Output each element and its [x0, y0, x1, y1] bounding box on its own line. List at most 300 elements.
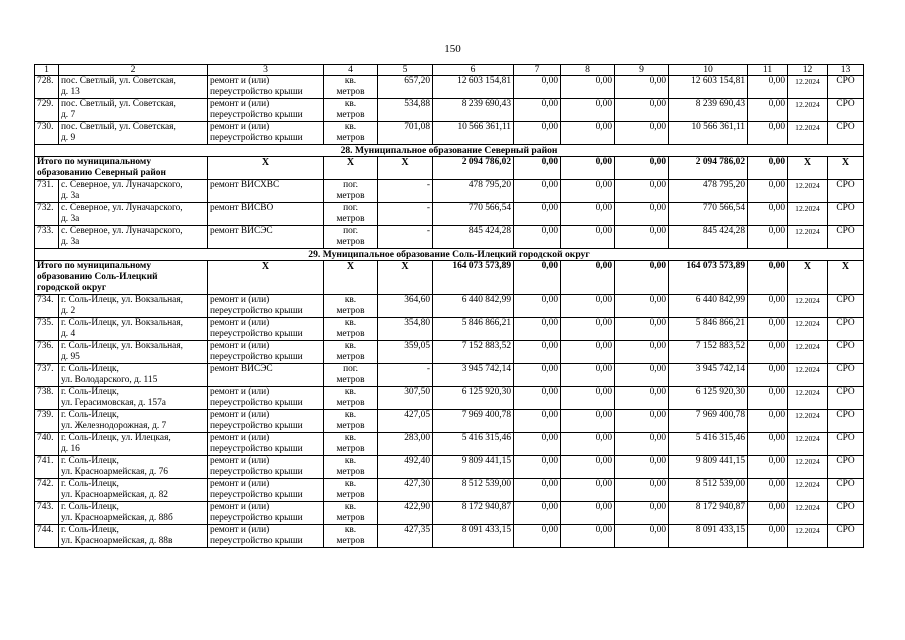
address-cell-line: д. 16: [61, 444, 80, 454]
value-cell: 0,00: [561, 456, 615, 479]
column-number: 2: [59, 65, 208, 76]
value-cell: 0,00: [615, 341, 669, 364]
value-cell: 0,00: [748, 410, 788, 433]
work-type-cell-line: переустройство крыши: [210, 421, 303, 431]
work-type-cell: [208, 122, 324, 145]
address-cell-line: г. Соль-Илецк,: [61, 364, 119, 374]
unit-cell-line: метров: [336, 214, 365, 224]
address-cell-line: д. 13: [61, 87, 80, 97]
unit-cell-line: метров: [336, 133, 365, 143]
area-cell: 364,60: [378, 295, 433, 318]
row-number: 731.: [35, 180, 59, 203]
unit-cell: [324, 387, 378, 410]
subtotal-row: [35, 157, 864, 180]
unit-cell-line: кв.: [344, 295, 357, 305]
work-type-cell: [208, 76, 324, 99]
unit-cell: [324, 203, 378, 226]
deadline-cell: 12.2024: [788, 433, 828, 456]
work-type-cell: [208, 318, 324, 341]
address-cell-line: д. 3а: [61, 214, 80, 224]
value-cell: 0,00: [748, 226, 788, 249]
method-cell: СРО: [828, 479, 864, 502]
fund-cost-cell: 6 440 842,99: [669, 295, 748, 318]
work-type-cell-line: ремонт и (или): [210, 341, 270, 351]
address-cell: [59, 341, 208, 364]
unit-cell-line: кв.: [344, 479, 357, 489]
table-row: [35, 364, 864, 387]
value-cell: 0,00: [615, 295, 669, 318]
value-cell: 0,00: [748, 122, 788, 145]
subtotal-amount: 2 094 786,02: [433, 157, 514, 180]
unit-cell: [324, 99, 378, 122]
deadline-cell: 12.2024: [788, 76, 828, 99]
area-cell: -: [378, 180, 433, 203]
value-cell: 0,00: [561, 364, 615, 387]
unit-cell-line: кв.: [344, 387, 357, 397]
value-cell: 0,00: [514, 433, 561, 456]
unit-cell-line: кв.: [344, 318, 357, 328]
method-cell: СРО: [828, 433, 864, 456]
work-type-cell-line: ремонт и (или): [210, 410, 270, 420]
value-cell: 0,00: [615, 364, 669, 387]
fund-cost-cell: 770 566,54: [669, 203, 748, 226]
total-cost-cell: 845 424,28: [433, 226, 514, 249]
column-number: 13: [828, 65, 864, 76]
deadline-cell: 12.2024: [788, 180, 828, 203]
table-row: [35, 525, 864, 548]
row-number: 728.: [35, 76, 59, 99]
value-cell: 0,00: [748, 433, 788, 456]
unit-cell-line: метров: [336, 536, 365, 546]
row-number: 736.: [35, 341, 59, 364]
address-cell-line: ул. Красноармейская, д. 82: [61, 490, 168, 500]
work-type-cell-line: переустройство крыши: [210, 444, 303, 454]
address-cell: [59, 387, 208, 410]
row-number: 733.: [35, 226, 59, 249]
column-number: 12: [788, 65, 828, 76]
value-cell: 0,00: [514, 525, 561, 548]
work-type-cell-line: переустройство крыши: [210, 87, 303, 97]
unit-cell-line: метров: [336, 329, 365, 339]
method-cell: СРО: [828, 318, 864, 341]
row-number: 740.: [35, 433, 59, 456]
unit-cell: [324, 226, 378, 249]
unit-cell: [324, 318, 378, 341]
row-number: 737.: [35, 364, 59, 387]
work-type-cell: [208, 525, 324, 548]
subtotal-x: X: [378, 157, 433, 180]
address-cell: [59, 318, 208, 341]
work-type-cell-line: переустройство крыши: [210, 133, 303, 143]
unit-cell-line: кв.: [344, 525, 357, 535]
table-row: [35, 433, 864, 456]
method-cell: СРО: [828, 502, 864, 525]
total-cost-cell: 6 440 842,99: [433, 295, 514, 318]
area-cell: -: [378, 364, 433, 387]
address-cell: [59, 364, 208, 387]
unit-cell: [324, 295, 378, 318]
address-cell-line: д. 95: [61, 352, 80, 362]
work-type-cell-line: ремонт и (или): [210, 525, 270, 535]
unit-cell: [324, 122, 378, 145]
section-header-row: [35, 249, 864, 261]
address-cell-line: г. Соль-Илецк, ул. Илецкая,: [61, 433, 171, 443]
address-cell: [59, 203, 208, 226]
column-number: 6: [433, 65, 514, 76]
row-number: 734.: [35, 295, 59, 318]
unit-cell-line: метров: [336, 352, 365, 362]
fund-cost-cell: 478 795,20: [669, 180, 748, 203]
work-type-cell: [208, 433, 324, 456]
row-number: 730.: [35, 122, 59, 145]
column-number: 9: [615, 65, 669, 76]
area-cell: 534,88: [378, 99, 433, 122]
table-row: [35, 410, 864, 433]
area-cell: 427,30: [378, 479, 433, 502]
subtotal-x: X: [324, 157, 378, 180]
value-cell: 0,00: [615, 479, 669, 502]
work-type-cell: [208, 295, 324, 318]
work-type-cell-line: ремонт и (или): [210, 76, 270, 86]
unit-cell: [324, 341, 378, 364]
address-cell-line: ул. Красноармейская, д. 88в: [61, 536, 173, 546]
total-cost-cell: 7 969 400,78: [433, 410, 514, 433]
unit-cell-line: метров: [336, 490, 365, 500]
value-cell: 0,00: [514, 456, 561, 479]
subtotal-value: 0,00: [615, 261, 669, 295]
unit-cell-line: метров: [336, 237, 365, 247]
unit-cell-line: кв.: [344, 122, 357, 132]
fund-cost-cell: 5 416 315,46: [669, 433, 748, 456]
value-cell: 0,00: [514, 295, 561, 318]
value-cell: 0,00: [514, 180, 561, 203]
address-cell: [59, 433, 208, 456]
unit-cell-line: метров: [336, 191, 365, 201]
work-type-cell: [208, 99, 324, 122]
row-number: 741.: [35, 456, 59, 479]
value-cell: 0,00: [615, 203, 669, 226]
address-cell: [59, 410, 208, 433]
address-cell-line: д. 2: [61, 306, 76, 316]
value-cell: 0,00: [748, 99, 788, 122]
column-number: 8: [561, 65, 615, 76]
address-cell-line: пос. Светлый, ул. Советская,: [61, 76, 176, 86]
table-row: [35, 203, 864, 226]
area-cell: 701,08: [378, 122, 433, 145]
table-row: [35, 502, 864, 525]
subtotal-value: 0,00: [561, 157, 615, 180]
table-row: [35, 318, 864, 341]
address-cell-line: г. Соль-Илецк,: [61, 387, 119, 397]
subtotal-value: 0,00: [748, 261, 788, 295]
value-cell: 0,00: [615, 410, 669, 433]
value-cell: 0,00: [561, 479, 615, 502]
subtotal-value: 0,00: [748, 157, 788, 180]
address-cell-line: г. Соль-Илецк,: [61, 502, 119, 512]
total-cost-cell: 8 512 539,00: [433, 479, 514, 502]
unit-cell-line: метров: [336, 87, 365, 97]
value-cell: 0,00: [748, 203, 788, 226]
work-type-cell-line: переустройство крыши: [210, 490, 303, 500]
work-type-cell-line: переустройство крыши: [210, 110, 303, 120]
subtotal-value: 0,00: [514, 261, 561, 295]
value-cell: 0,00: [514, 387, 561, 410]
work-type-cell: [208, 387, 324, 410]
work-type-cell-line: переустройство крыши: [210, 306, 303, 316]
area-cell: 657,20: [378, 76, 433, 99]
unit-cell-line: кв.: [344, 433, 357, 443]
address-cell-line: г. Соль-Илецк,: [61, 410, 119, 420]
unit-cell-line: кв.: [344, 99, 357, 109]
fund-cost-cell: 7 152 883,52: [669, 341, 748, 364]
table-row: [35, 295, 864, 318]
unit-cell-line: пог.: [343, 180, 358, 190]
area-cell: -: [378, 203, 433, 226]
total-cost-cell: 5 416 315,46: [433, 433, 514, 456]
work-type-cell-line: ремонт и (или): [210, 479, 270, 489]
fund-cost-cell: 6 125 920,30: [669, 387, 748, 410]
address-cell-line: д. 9: [61, 133, 76, 143]
address-cell: [59, 295, 208, 318]
area-cell: 492,40: [378, 456, 433, 479]
fund-cost-cell: 10 566 361,11: [669, 122, 748, 145]
value-cell: 0,00: [561, 226, 615, 249]
work-type-cell-line: ремонт и (или): [210, 433, 270, 443]
total-cost-cell: 478 795,20: [433, 180, 514, 203]
value-cell: 0,00: [561, 203, 615, 226]
fund-cost-cell: 8 172 940,87: [669, 502, 748, 525]
page-number: 150: [444, 43, 461, 55]
table-row: [35, 387, 864, 410]
value-cell: 0,00: [615, 99, 669, 122]
section-header-row: [35, 145, 864, 157]
work-type-cell-line: ремонт ВИСЭС: [210, 226, 273, 236]
subtotal-x: X: [378, 261, 433, 295]
table-row: [35, 479, 864, 502]
value-cell: 0,00: [561, 99, 615, 122]
work-type-cell: [208, 502, 324, 525]
unit-cell-line: метров: [336, 467, 365, 477]
area-cell: 354,80: [378, 318, 433, 341]
fund-cost-cell: 845 424,28: [669, 226, 748, 249]
work-type-cell-line: переустройство крыши: [210, 352, 303, 362]
deadline-cell: 12.2024: [788, 318, 828, 341]
address-cell-line: ул. Железнодорожная, д. 7: [61, 421, 167, 431]
value-cell: 0,00: [561, 410, 615, 433]
method-cell: СРО: [828, 387, 864, 410]
table-row: [35, 341, 864, 364]
column-number: 11: [748, 65, 788, 76]
address-cell-line: ул. Герасимовская, д. 157а: [61, 398, 166, 408]
deadline-cell: 12.2024: [788, 387, 828, 410]
unit-cell-line: кв.: [344, 76, 357, 86]
deadline-cell: 12.2024: [788, 122, 828, 145]
unit-cell: [324, 180, 378, 203]
value-cell: 0,00: [748, 318, 788, 341]
unit-cell-line: метров: [336, 444, 365, 454]
section-title: 29. Муниципальное образование Соль-Илецкий городской округ: [35, 249, 864, 261]
work-type-cell-line: ремонт и (или): [210, 456, 270, 466]
subtotal-value: 0,00: [514, 157, 561, 180]
value-cell: 0,00: [561, 433, 615, 456]
address-cell-line: ул. Володарского, д. 115: [61, 375, 158, 385]
value-cell: 0,00: [748, 341, 788, 364]
deadline-cell: 12.2024: [788, 479, 828, 502]
deadline-cell: 12.2024: [788, 525, 828, 548]
subtotal-amount: 164 073 573,89: [669, 261, 748, 295]
section-title: 28. Муниципальное образование Северный район: [35, 145, 864, 157]
work-type-cell-line: ремонт и (или): [210, 502, 270, 512]
value-cell: 0,00: [561, 180, 615, 203]
total-cost-cell: 8 091 433,15: [433, 525, 514, 548]
unit-cell: [324, 456, 378, 479]
address-cell: [59, 180, 208, 203]
deadline-cell: 12.2024: [788, 295, 828, 318]
address-cell: [59, 122, 208, 145]
value-cell: 0,00: [748, 76, 788, 99]
value-cell: 0,00: [514, 318, 561, 341]
repair-program-table: [34, 64, 864, 548]
address-cell: [59, 456, 208, 479]
address-cell-line: пос. Светлый, ул. Советская,: [61, 99, 176, 109]
address-cell-line: с. Северное, ул. Луначарского,: [61, 226, 183, 236]
work-type-cell-line: переустройство крыши: [210, 329, 303, 339]
work-type-cell-line: ремонт и (или): [210, 122, 270, 132]
address-cell-line: г. Соль-Илецк, ул. Вокзальная,: [61, 341, 183, 351]
unit-cell: [324, 502, 378, 525]
subtotal-label-line: образованию Соль-Илецкий: [37, 272, 158, 282]
value-cell: 0,00: [514, 410, 561, 433]
subtotal-value: 0,00: [561, 261, 615, 295]
address-cell-line: пос. Светлый, ул. Советская,: [61, 122, 176, 132]
deadline-cell: 12.2024: [788, 226, 828, 249]
unit-cell: [324, 433, 378, 456]
unit-cell-line: метров: [336, 110, 365, 120]
method-cell: СРО: [828, 226, 864, 249]
fund-cost-cell: 12 603 154,81: [669, 76, 748, 99]
work-type-cell-line: ремонт ВИСЭС: [210, 364, 273, 374]
method-cell: СРО: [828, 180, 864, 203]
area-cell: 283,00: [378, 433, 433, 456]
value-cell: 0,00: [561, 295, 615, 318]
value-cell: 0,00: [514, 226, 561, 249]
subtotal-x: X: [788, 157, 828, 180]
address-cell: [59, 502, 208, 525]
address-cell: [59, 226, 208, 249]
address-cell-line: д. 3а: [61, 237, 80, 247]
value-cell: 0,00: [514, 364, 561, 387]
work-type-cell-line: переустройство крыши: [210, 398, 303, 408]
unit-cell-line: метров: [336, 421, 365, 431]
work-type-cell-line: ремонт и (или): [210, 295, 270, 305]
table-row: [35, 122, 864, 145]
table-row: [35, 99, 864, 122]
row-number: 732.: [35, 203, 59, 226]
value-cell: 0,00: [561, 122, 615, 145]
address-cell-line: г. Соль-Илецк, ул. Вокзальная,: [61, 295, 183, 305]
work-type-cell-line: переустройство крыши: [210, 513, 303, 523]
work-type-cell-line: переустройство крыши: [210, 467, 303, 477]
work-type-cell: [208, 226, 324, 249]
fund-cost-cell: 3 945 742,14: [669, 364, 748, 387]
subtotal-label-line: образованию Северный район: [37, 168, 166, 178]
value-cell: 0,00: [561, 318, 615, 341]
value-cell: 0,00: [615, 387, 669, 410]
work-type-cell-line: ремонт и (или): [210, 318, 270, 328]
value-cell: 0,00: [615, 226, 669, 249]
value-cell: 0,00: [514, 341, 561, 364]
subtotal-row: [35, 261, 864, 295]
value-cell: 0,00: [748, 525, 788, 548]
value-cell: 0,00: [615, 525, 669, 548]
method-cell: СРО: [828, 99, 864, 122]
value-cell: 0,00: [561, 525, 615, 548]
address-cell: [59, 525, 208, 548]
total-cost-cell: 3 945 742,14: [433, 364, 514, 387]
table-row: [35, 180, 864, 203]
fund-cost-cell: 5 846 866,21: [669, 318, 748, 341]
unit-cell-line: метров: [336, 513, 365, 523]
unit-cell-line: кв.: [344, 341, 357, 351]
address-cell-line: г. Соль-Илецк,: [61, 479, 119, 489]
address-cell-line: ул. Красноармейская, д. 88б: [61, 513, 173, 523]
value-cell: 0,00: [748, 295, 788, 318]
unit-cell: [324, 364, 378, 387]
total-cost-cell: 10 566 361,11: [433, 122, 514, 145]
table-row: [35, 226, 864, 249]
subtotal-amount: 2 094 786,02: [669, 157, 748, 180]
value-cell: 0,00: [615, 433, 669, 456]
row-number: 735.: [35, 318, 59, 341]
value-cell: 0,00: [561, 387, 615, 410]
method-cell: СРО: [828, 410, 864, 433]
value-cell: 0,00: [615, 180, 669, 203]
work-type-cell: [208, 180, 324, 203]
subtotal-label-line: городской округ: [37, 283, 107, 293]
unit-cell-line: кв.: [344, 410, 357, 420]
unit-cell-line: кв.: [344, 456, 357, 466]
unit-cell-line: кв.: [344, 502, 357, 512]
unit-cell: [324, 410, 378, 433]
address-cell-line: с. Северное, ул. Луначарского,: [61, 180, 183, 190]
fund-cost-cell: 8 512 539,00: [669, 479, 748, 502]
method-cell: СРО: [828, 341, 864, 364]
column-number: 7: [514, 65, 561, 76]
work-type-cell: [208, 456, 324, 479]
work-type-cell: [208, 341, 324, 364]
subtotal-label: [35, 157, 208, 180]
deadline-cell: 12.2024: [788, 456, 828, 479]
address-cell-line: д. 7: [61, 110, 76, 120]
unit-cell-line: метров: [336, 375, 365, 385]
total-cost-cell: 12 603 154,81: [433, 76, 514, 99]
value-cell: 0,00: [514, 99, 561, 122]
row-number: 738.: [35, 387, 59, 410]
address-cell: [59, 99, 208, 122]
method-cell: СРО: [828, 525, 864, 548]
area-cell: -: [378, 226, 433, 249]
subtotal-x: X: [828, 157, 864, 180]
total-cost-cell: 6 125 920,30: [433, 387, 514, 410]
fund-cost-cell: 9 809 441,15: [669, 456, 748, 479]
subtotal-x: X: [208, 261, 324, 295]
subtotal-label-line: Итого по муниципальному: [37, 157, 152, 167]
deadline-cell: 12.2024: [788, 99, 828, 122]
value-cell: 0,00: [514, 479, 561, 502]
unit-cell-line: метров: [336, 306, 365, 316]
unit-cell-line: метров: [336, 398, 365, 408]
subtotal-label: [35, 261, 208, 295]
